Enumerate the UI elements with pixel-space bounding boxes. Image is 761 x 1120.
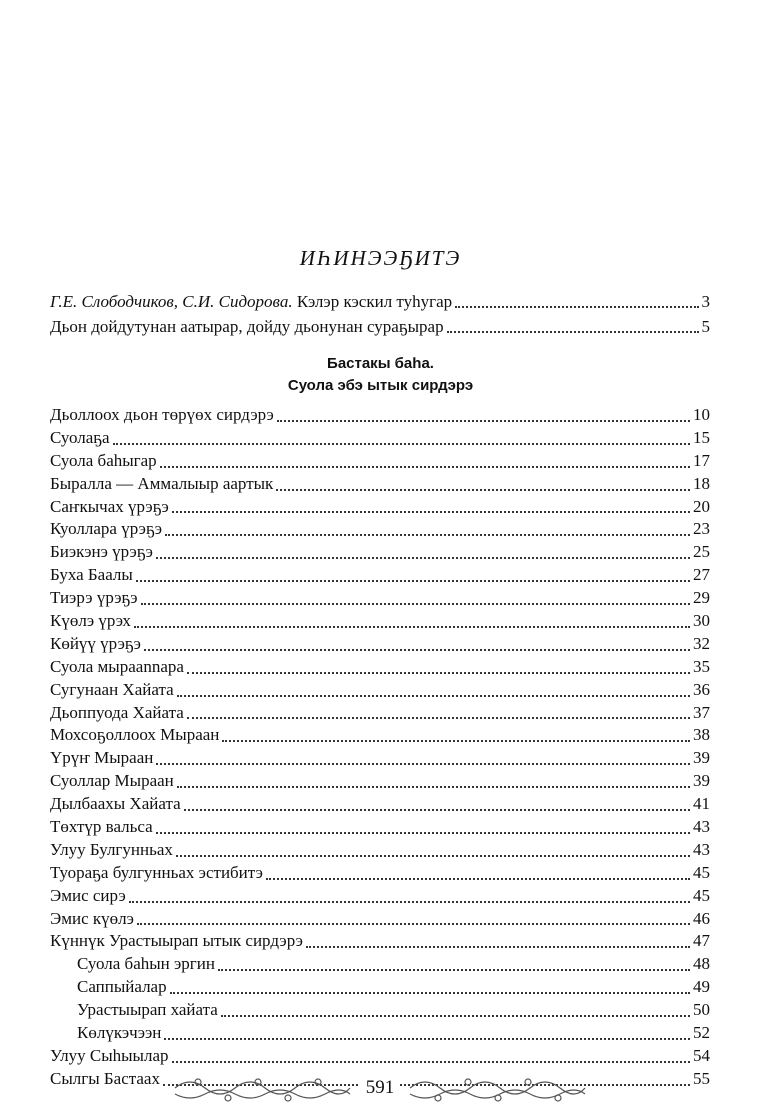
toc-entry-title: Күннүк Урастыырап ытык сирдэрэ [50, 931, 303, 951]
dot-leader [136, 579, 690, 582]
section-heading-line1: Бастакы баһа. [327, 355, 434, 372]
toc-entry[interactable] [50, 702, 710, 725]
toc-entry-page: 5 [701, 317, 710, 336]
toc-entry[interactable] [50, 450, 710, 473]
toc-entry-page: 37 [693, 702, 710, 722]
toc-entry-page: 55 [693, 1068, 710, 1088]
toc-entry-page: 18 [693, 473, 710, 493]
toc-entry[interactable] [50, 839, 710, 862]
toc-entry-page: 3 [701, 292, 710, 311]
toc-entry-page: 25 [693, 542, 710, 562]
dot-leader [172, 1060, 691, 1063]
dot-leader [137, 922, 690, 925]
dot-leader [177, 694, 690, 697]
dot-leader [276, 488, 690, 491]
toc-entry-title: Сылгы Бастаах [50, 1068, 160, 1088]
dot-leader [187, 716, 690, 719]
toc-entry-title: Суола мыраannара [50, 656, 184, 676]
toc-entry[interactable] [50, 564, 710, 587]
toc-entry[interactable] [50, 1045, 710, 1068]
intro-list [50, 291, 710, 341]
toc-entry[interactable] [50, 930, 710, 953]
dot-leader [277, 419, 690, 422]
toc-entry[interactable] [50, 473, 710, 496]
toc-entry-page: 54 [693, 1045, 710, 1065]
toc-entry-title: Дьоппуода Хайата [50, 702, 184, 722]
toc-entry-title: Улуу Сыһыылар [50, 1045, 169, 1065]
dot-leader [134, 625, 690, 628]
toc-entry-page: 48 [693, 954, 710, 974]
dot-leader [184, 808, 690, 811]
toc-entry-text [50, 291, 452, 313]
toc-subentry[interactable] [50, 1022, 710, 1045]
toc-entry[interactable] [50, 496, 710, 519]
toc-entry[interactable] [50, 291, 710, 313]
toc-entry[interactable] [50, 404, 710, 427]
toc-entry-title: Дылбаахы Хайата [50, 794, 181, 814]
dot-leader [172, 510, 690, 513]
toc-entry-title: Урастыырап хайата [77, 1000, 218, 1020]
toc-subentry[interactable] [50, 976, 710, 999]
dot-leader [144, 648, 690, 651]
toc-entry[interactable] [50, 610, 710, 633]
toc-entry-page: 38 [693, 725, 710, 745]
page-footer [170, 1068, 590, 1108]
toc-entry[interactable] [50, 587, 710, 610]
toc-entry-page: 35 [693, 656, 710, 676]
toc-subentry[interactable] [50, 953, 710, 976]
toc-entry-title: Саппыйалар [77, 977, 167, 997]
toc-entry-title: Суоллар Мыраан [50, 771, 174, 791]
toc-entry-title: Дьон дойдутунан аатырар, дойду дьонунан сураҕырар [50, 317, 444, 336]
dot-leader [306, 945, 690, 948]
toc-entry-title: Туораҕа булгунньах эстибитэ [50, 862, 263, 882]
toc-entry[interactable] [50, 518, 710, 541]
toc-entry-title: Тиэрэ үрэҕэ [50, 588, 138, 608]
toc-entry[interactable] [50, 316, 710, 338]
dot-leader [156, 762, 690, 765]
toc-entry-author: Г.Е. Слободчиков, С.И. Сидорова. [50, 292, 293, 311]
toc-entry-title: Быралла — Аммалыыр аартык [50, 473, 274, 493]
dot-leader [218, 968, 690, 971]
toc-entry-title: Мохсоҕоллоох Мыраан [50, 725, 220, 745]
toc-entry-title: Биэкэнэ үрэҕэ [50, 542, 153, 562]
toc-entry-page: 17 [693, 450, 710, 470]
toc-entry-title: Куоллара үрэҕэ [50, 519, 162, 539]
dot-leader [156, 831, 690, 834]
toc-entry-page: 39 [693, 771, 710, 791]
dot-leader [187, 671, 690, 674]
toc-entry-page: 49 [693, 977, 710, 997]
toc-entry[interactable] [50, 427, 710, 450]
toc-entry[interactable] [50, 885, 710, 908]
toc-entry-page: 45 [693, 862, 710, 882]
toc-entry[interactable] [50, 724, 710, 747]
toc-entry-page: 30 [693, 611, 710, 630]
toc-entry-title: Эмис күөлэ [50, 908, 134, 928]
dot-leader [455, 305, 698, 308]
toc-subentry[interactable] [50, 999, 710, 1022]
toc-entry-page: 46 [693, 908, 710, 928]
dot-leader [221, 1014, 690, 1017]
toc-entry-page: 43 [693, 817, 710, 837]
toc-entry-page: 15 [693, 427, 710, 447]
toc-entry-page: 27 [693, 565, 710, 585]
dot-leader [447, 330, 699, 333]
toc-entry-page: 41 [693, 794, 710, 814]
toc-entry[interactable] [50, 747, 710, 770]
toc-entry-page: 32 [693, 633, 710, 653]
toc-entry-title: Суола баһыгар [50, 450, 157, 470]
toc-entry-title: Эмис сирэ [50, 885, 126, 905]
toc-entry-page: 23 [693, 519, 710, 539]
toc-entry[interactable] [50, 679, 710, 702]
toc-entry[interactable] [50, 793, 710, 816]
toc-entry-title: Төхтүр вальса [50, 817, 153, 837]
toc-entry-title: Буха Баалы [50, 565, 133, 585]
dot-leader [141, 602, 690, 605]
toc-entry[interactable] [50, 656, 710, 679]
toc-entry[interactable] [50, 862, 710, 885]
section-heading [0, 353, 761, 397]
page-number: 591 [170, 1076, 590, 1100]
toc-entry-page: 36 [693, 679, 710, 699]
toc-entry[interactable] [50, 816, 710, 839]
toc-entry-title: Дьоллоох дьон төрүөх сирдэрэ [50, 404, 274, 424]
dot-leader [177, 785, 690, 788]
toc-entry[interactable] [50, 541, 710, 564]
toc-entry-page: 29 [693, 588, 710, 608]
toc-entry-page: 43 [693, 839, 710, 859]
dot-leader [156, 556, 690, 559]
dot-leader [164, 1037, 690, 1040]
toc-entry-title: Көлүкэчээн [77, 1023, 162, 1043]
toc-entry[interactable] [50, 633, 710, 656]
dot-leader [129, 900, 690, 903]
toc-entry-title: Көйүү үрэҕэ [50, 633, 141, 653]
toc-entry-page: 10 [693, 404, 710, 424]
toc-entry-title: Саҥкычах үрэҕэ [50, 496, 169, 516]
toc-entry[interactable] [50, 908, 710, 931]
toc-entry-title: Суола баһын эргин [77, 954, 215, 974]
toc-entry-page: 45 [693, 885, 710, 905]
dot-leader [165, 533, 690, 536]
dot-leader [222, 739, 690, 742]
toc-entry-page: 20 [693, 496, 710, 516]
dot-leader [160, 465, 690, 468]
toc-title: ИҺИНЭЭҔИТЭ [299, 246, 462, 270]
toc-entry-page: 39 [693, 748, 710, 768]
dot-leader [176, 854, 690, 857]
toc-entry-title: Сугунаан Хайата [50, 679, 174, 699]
dot-leader [266, 877, 690, 880]
toc-entry-title: Кэлэр кэскил туһугар [292, 292, 453, 311]
dot-leader [113, 442, 690, 445]
toc-entry-page: 52 [693, 1023, 710, 1043]
toc-entries [50, 404, 710, 1091]
toc-entry-title: Күөлэ үрэх [50, 611, 131, 630]
toc-entry-title: Суолаҕа [50, 427, 110, 447]
toc-entry-title: Улуу Булгунньах [50, 839, 173, 859]
toc-entry-page: 50 [693, 1000, 710, 1020]
toc-entry-page: 47 [693, 931, 710, 951]
section-heading-line2: Суола эбэ ытык сирдэрэ [287, 377, 474, 394]
dot-leader [170, 991, 690, 994]
toc-entry[interactable] [50, 770, 710, 793]
toc-entry-title: Үрүҥ Мыраан [50, 748, 154, 768]
